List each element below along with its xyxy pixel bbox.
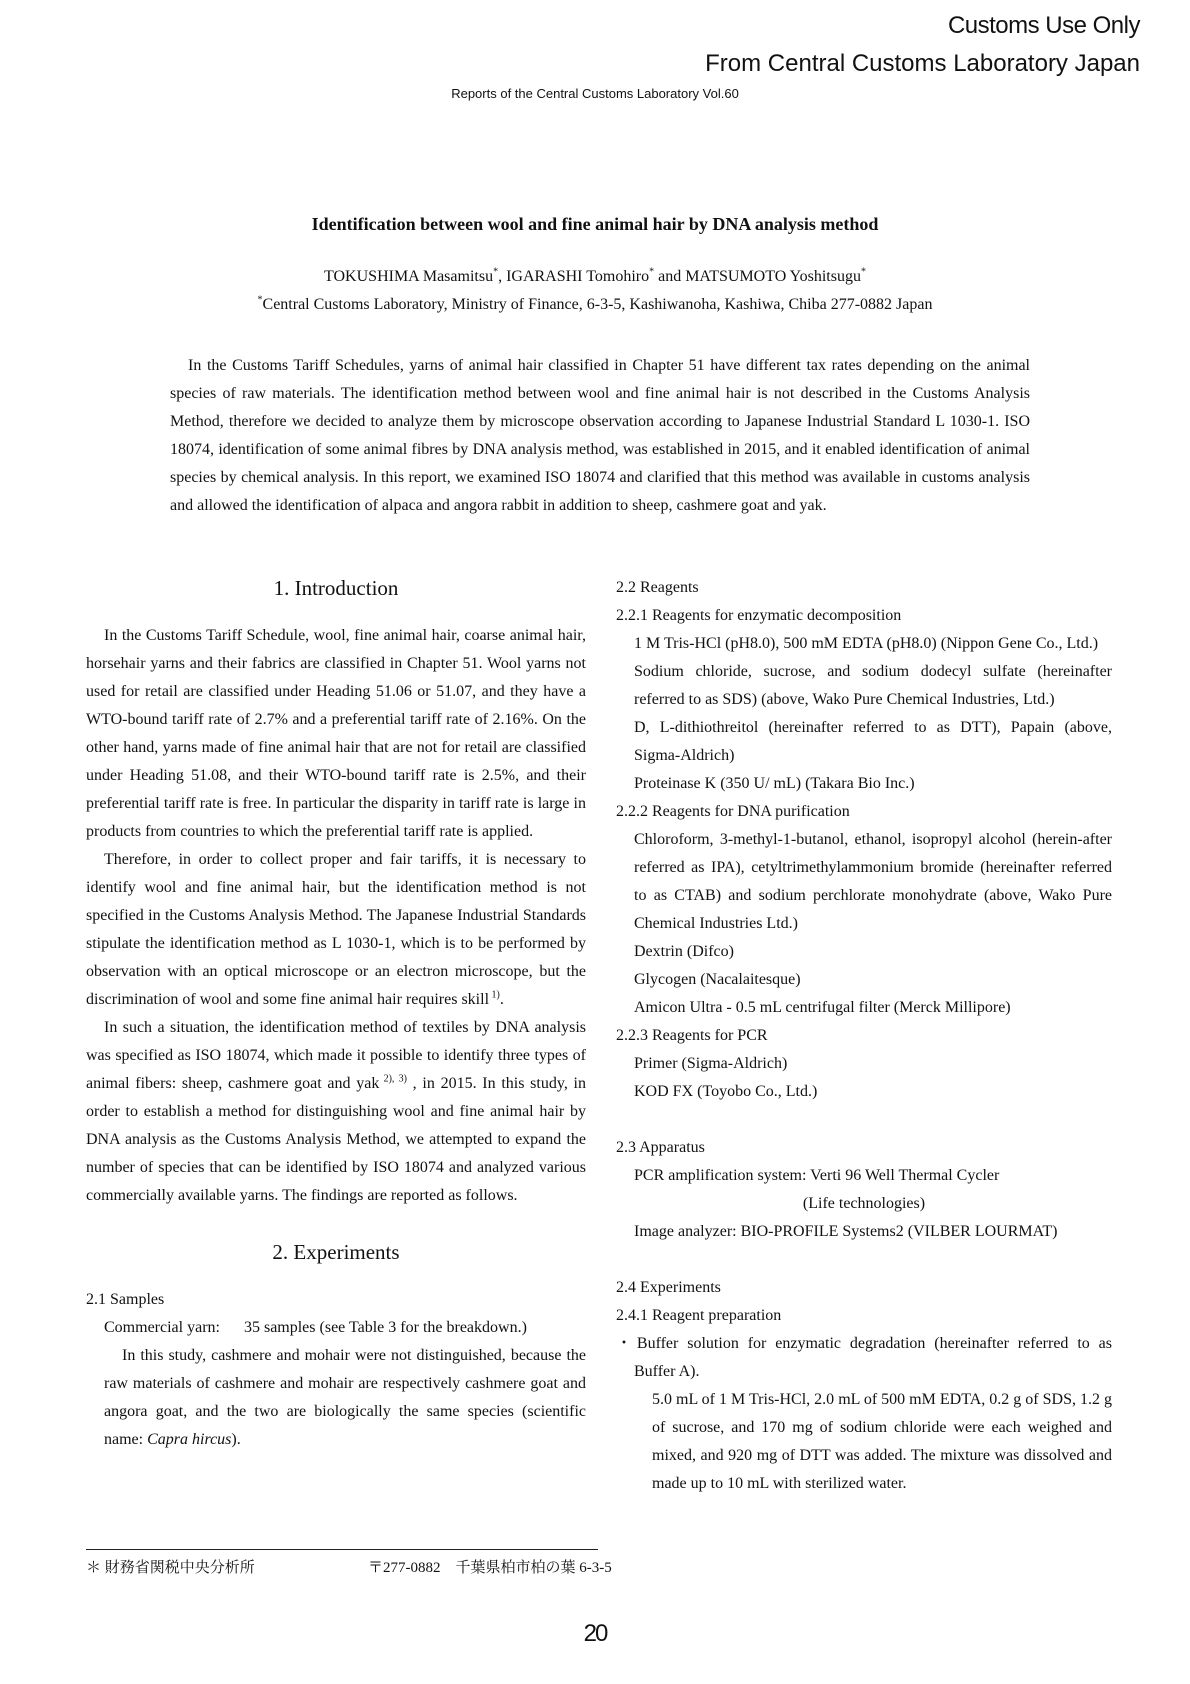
footnote-affiliation: ＊ 財務省関税中央分析所 (86, 1560, 255, 1576)
samples-note-text: In this study, cashmere and mohair were not distinguished, because the raw materials of cashmere and mohair are respectively cashmere goat and angora goat, and the two are biologically the same species (scientific name: (104, 1347, 586, 1448)
abstract: In the Customs Tariff Schedules, yarns of animal hair classified in Chapter 51 have different tax rates depending on the animal species of raw materials. The identification method between wool and fine animal hair is not described in the Customs Analysis Method, therefore we decided to analyze them by microscope observation according to Japanese Industrial Standard L 1030-1. ISO 18074, identification of some animal fibres by DNA analysis method, was established in 2015, and it enabled identification of animal species by chemical analysis. In this report, we examined ISO 18074 and clarified that this method was available in customs analysis and allowed the identification of alpaca and angora rabbit in addition to sheep, cashmere goat and yak. (170, 357, 1030, 514)
intro-paragraph-text: , in 2015. In this study, in order to establish a method for distinguishing wool and fine animal hair by DNA analysis as the Customs Analysis Method, we attempted to expand the number of species that can be identified by ISO 18074 and analyzed various commercially available yarns. The findings are reported as follows. (86, 1075, 586, 1204)
subsection-heading: 2.2 Reagents (616, 579, 699, 596)
origin-stamp: From Central Customs Laboratory Japan (705, 50, 1140, 77)
subsection-heading: 2.4 Experiments (616, 1279, 721, 1296)
reagent-item: Primer (Sigma-Aldrich) (634, 1055, 788, 1072)
affiliation-mark: * (257, 294, 263, 306)
subsection-heading: 2.3 Apparatus (616, 1139, 705, 1156)
affiliation-mark: * (649, 266, 655, 278)
reagent-item: Glycogen (Nacalaitesque) (634, 971, 801, 988)
customs-use-stamp: Customs Use Only (947, 12, 1140, 39)
author-separator: and (654, 268, 686, 285)
footnote-divider (86, 1549, 598, 1550)
author-name: TOKUSHIMA Masamitsu (324, 268, 494, 285)
journal-header: Reports of the Central Customs Laboratory Vol.60 (451, 86, 739, 101)
apparatus-item: Image analyzer: BIO-PROFILE Systems2 (VILBER LOURMAT) (634, 1223, 1058, 1240)
reagent-item: 1 M Tris-HCl (pH8.0), 500 mM EDTA (pH8.0) (Nippon Gene Co., Ltd.) (634, 635, 1099, 652)
reagent-item: Proteinase K (350 U/ mL) (Takara Bio Inc.) (634, 775, 915, 792)
buffer-procedure: 5.0 mL of 1 M Tris-HCl, 2.0 mL of 500 mM EDTA, 0.2 g of SDS, 1.2 g of sucrose, and 170 mg of sodium chloride were each weighed and mixed, and 920 mg of DTT was added. The mixture was dissolved and made up to 10 mL with sterilized water. (652, 1391, 1112, 1492)
footnote-address: 〒277-0882 千葉県柏市柏の葉 6-3-5 (368, 1560, 612, 1576)
reagent-item: Dextrin (Difco) (634, 943, 734, 960)
page-number: 20 (583, 1620, 607, 1647)
author-list (0, 268, 1190, 286)
citation: 2), 3) (379, 1073, 407, 1085)
apparatus-item: PCR amplification system: Verti 96 Well Thermal Cycler (634, 1167, 1000, 1184)
right-column (616, 574, 1112, 1498)
intro-paragraph-text: In such a situation, the identification method of textiles by DNA analysis was specified as ISO 18074, which made it possible to identify three types of animal fibers: sheep, cashmere goat and yak (86, 1019, 586, 1092)
samples-note-end: ). (231, 1431, 241, 1448)
reagent-item: Sodium chloride, sucrose, and sodium dodecyl sulfate (hereinafter referred to as SDS) (above, Wako Pure Chemical Industries, Ltd.) (634, 663, 1112, 708)
citation: 1) (489, 989, 500, 1001)
subsection-heading: 2.1 Samples (86, 1291, 165, 1308)
footnote (86, 1556, 706, 1577)
subsection-heading: 2.2.1 Reagents for enzymatic decomposition (616, 607, 902, 624)
intro-paragraph (86, 1014, 586, 1210)
intro-paragraph: In the Customs Tariff Schedule, wool, fine animal hair, coarse animal hair, horsehair yarns and their fabrics are classified in Chapter 51. Wool yarns not used for retail are classified under Heading 51.06 or 51.07, and they have a WTO-bound tariff rate of 2.7% and a preferential tariff rate of 2.16%. On the other hand, yarns made of fine animal hair that are not for retail are classified under Heading 51.08, and their WTO-bound tariff rate is 2.5%, and their preferential tariff rate is free. In particular the disparity in tariff rate is large in products from countries to which the preferential tariff rate is applied. (86, 627, 586, 840)
subsection-heading: 2.2.2 Reagents for DNA purification (616, 803, 850, 820)
subsection-heading: 2.4.1 Reagent preparation (616, 1307, 782, 1324)
intro-paragraph-text: Therefore, in order to collect proper and fair tariffs, it is necessary to identify wool and fine animal hair, but the identification method is not specified in the Customs Analysis Method. The Japanese Industrial Standards stipulate the identification method as L 1030-1, which is to be performed by observation with an optical microscope or an electron microscope, but the discrimination of wool and some fine animal hair requires skill (86, 851, 586, 1008)
samples-line: Commercial yarn: 35 samples (see Table 3 for the breakdown.) (104, 1319, 527, 1336)
affiliation-text: Central Customs Laboratory, Ministry of Finance, 6-3-5, Kashiwanoha, Kashiwa, Chiba 277-0882 Japan (262, 296, 933, 313)
reagent-item: KOD FX (Toyobo Co., Ltd.) (634, 1083, 818, 1100)
intro-paragraph (86, 846, 586, 1014)
affiliation (0, 296, 1190, 314)
buffer-title: ・Buffer solution for enzymatic degradation (hereinafter referred to as Buffer A). (616, 1335, 1112, 1380)
intro-paragraph-end: . (499, 991, 504, 1008)
species-name: Capra hircus (147, 1431, 232, 1448)
left-column (86, 574, 586, 1454)
section-heading-introduction: 1. Introduction (273, 576, 399, 600)
author-separator: , (498, 268, 507, 285)
subsection-heading: 2.2.3 Reagents for PCR (616, 1027, 768, 1044)
reagent-item: Chloroform, 3-methyl-1-butanol, ethanol, isopropyl alcohol (herein-after referred as IPA), cetyltrimethylammonium bromide (hereinafter referred to as CTAB) and sodium perchlorate monohydrate (above, Wako Pure Chemical Industries Ltd.) (634, 831, 1112, 932)
reagent-item: Amicon Ultra - 0.5 mL centrifugal filter (Merck Millipore) (634, 999, 1011, 1016)
apparatus-maker: (Life technologies) (802, 1195, 926, 1212)
affiliation-mark: * (493, 266, 499, 278)
reagent-item: D, L-dithiothreitol (hereinafter referred to as DTT), Papain (above, Sigma-Aldrich) (634, 719, 1112, 764)
samples-note (86, 1342, 586, 1454)
section-heading-experiments: 2. Experiments (272, 1240, 400, 1264)
paper-title: Identification between wool and fine animal hair by DNA analysis method (311, 214, 879, 234)
author-name: MATSUMOTO Yoshitsugu (685, 268, 861, 285)
affiliation-mark: * (860, 266, 866, 278)
author-name: IGARASHI Tomohiro (506, 268, 650, 285)
